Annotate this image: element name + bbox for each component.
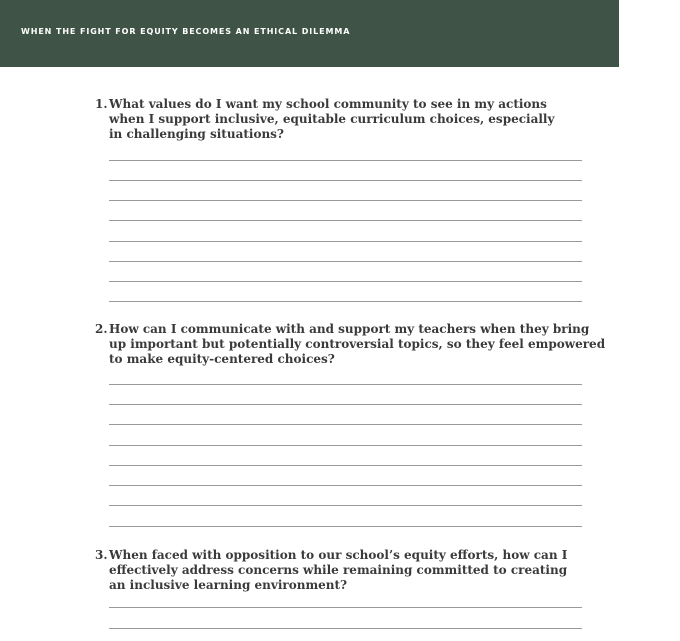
answer-line[interactable] (109, 424, 582, 425)
answer-line[interactable] (109, 160, 582, 161)
answer-line[interactable] (109, 261, 582, 262)
answer-line[interactable] (109, 445, 582, 446)
question-text-line: when I support inclusive, equitable curriculum choices, especially (109, 112, 555, 126)
answer-line[interactable] (109, 526, 582, 527)
question-text-line: up important but potentially controversial topics, so they feel empowered (109, 337, 606, 351)
answer-line[interactable] (109, 384, 582, 385)
page-header-bar (0, 0, 619, 67)
question-text-line: What values do I want my school community to see in my actions (109, 97, 547, 111)
question-text-line: an inclusive learning environment? (109, 578, 348, 592)
question-text-line: to make equity-centered choices? (109, 352, 335, 366)
answer-line[interactable] (109, 607, 582, 608)
answer-line[interactable] (109, 301, 582, 302)
section-title: WHEN THE FIGHT FOR EQUITY BECOMES AN ETHICAL DILEMMA (21, 27, 351, 36)
answer-line[interactable] (109, 241, 582, 242)
answer-line[interactable] (109, 180, 582, 181)
answer-line[interactable] (109, 628, 582, 629)
question-text (109, 97, 579, 142)
answer-line[interactable] (109, 200, 582, 201)
answer-line[interactable] (109, 220, 582, 221)
question-number: 2. (95, 322, 108, 336)
question-text-line: When faced with opposition to our school’s equity efforts, how can I (109, 548, 568, 562)
question-number: 3. (95, 548, 108, 562)
question-text-line: in challenging situations? (109, 127, 284, 141)
question-text (109, 548, 579, 593)
question-text-line: effectively address concerns while remaining committed to creating (109, 563, 568, 577)
answer-line[interactable] (109, 281, 582, 282)
answer-line[interactable] (109, 485, 582, 486)
question-text-line: How can I communicate with and support my teachers when they bring (109, 322, 590, 336)
answer-line[interactable] (109, 404, 582, 405)
answer-line[interactable] (109, 505, 582, 506)
question-text (109, 322, 606, 367)
answer-line[interactable] (109, 465, 582, 466)
question-number: 1. (95, 97, 108, 111)
